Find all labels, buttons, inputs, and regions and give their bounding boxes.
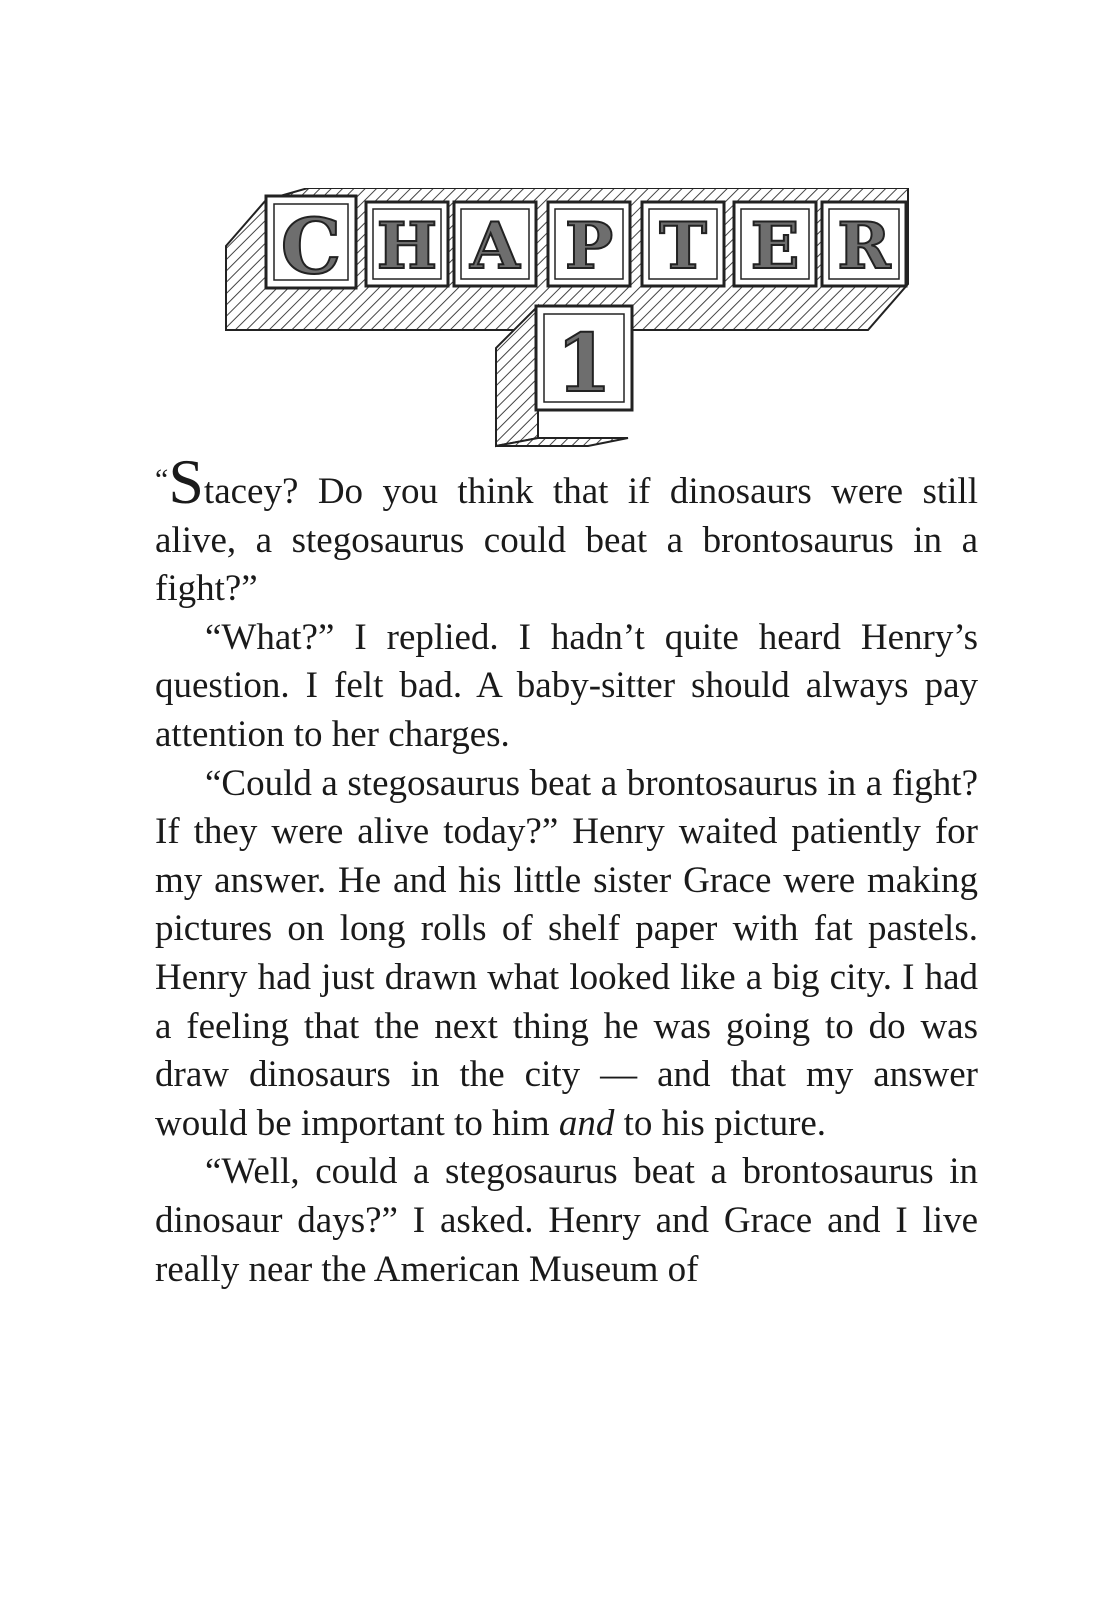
drop-cap: S xyxy=(168,446,204,517)
chapter-heading xyxy=(218,188,918,453)
chapter-number-block xyxy=(536,306,632,410)
svg-text:A: A xyxy=(470,209,520,284)
svg-text:1: 1 xyxy=(556,316,612,410)
paragraph-2: “What?” I replied. I hadn’t quite heard Henry’s question. I felt bad. A baby-sitter should always pay attention to her charges. xyxy=(155,616,978,755)
svg-text:H: H xyxy=(376,209,438,284)
paragraph-1 xyxy=(155,446,978,614)
paragraph-1-text: tacey? Do you think that if dinosaurs were still alive, a stegosaurus could beat a brontosaurus in a fight?” xyxy=(155,471,978,610)
svg-text:P: P xyxy=(564,209,614,284)
paragraph-3-text-start: “Could a stegosaurus beat a brontosaurus in a fight? If they were alive today?” Henry waited patiently for my answer. He and his little sister Grace were making pictures on long rolls of shelf paper with fat pastels. Henry had just drawn what looked like a big city. I had a feeling that the next thing he was going to do was draw dinosaurs in the city — and that my answer would be important to him xyxy=(155,762,978,1144)
chapter-letter-t xyxy=(642,202,724,286)
paragraph-3-emphasis: and xyxy=(558,1102,615,1144)
paragraph-4: “Well, could a stegosaurus beat a brontosaurus in dinosaur days?” I asked. Henry and Grace and I live really near the American Museum of xyxy=(155,1151,978,1290)
svg-text:R: R xyxy=(837,209,891,284)
chapter-letter-e xyxy=(734,202,816,286)
paragraph-3 xyxy=(155,760,978,1149)
chapter-letter-r xyxy=(822,202,906,286)
svg-text:E: E xyxy=(750,209,800,284)
chapter-letter-c xyxy=(266,196,356,291)
svg-text:C: C xyxy=(280,202,342,291)
chapter-letter-a xyxy=(454,202,536,286)
chapter-body-text xyxy=(155,446,978,1294)
opening-quote: “ xyxy=(155,463,169,496)
chapter-letter-p xyxy=(548,202,630,286)
chapter-letter-h xyxy=(366,202,448,286)
paragraph-3-text-end: to his picture. xyxy=(614,1102,827,1144)
svg-text:T: T xyxy=(659,209,707,284)
